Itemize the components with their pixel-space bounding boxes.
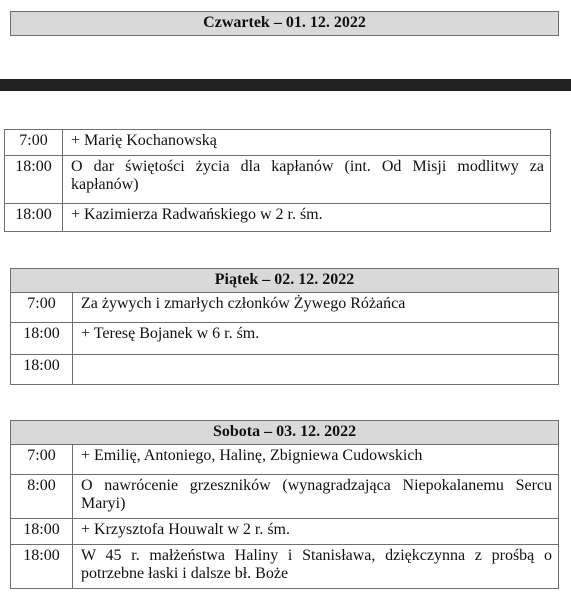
mass-intention: O nawrócenie grzeszników (wynagradzająca Niepokalanemu Sercu Maryi) (73, 475, 559, 519)
table-row (11, 545, 559, 589)
mass-intention: O dar świętości życia dla kapłanów (int. Od Misji modlitwy za kapłanów) (63, 156, 551, 204)
day-header-thursday: Czwartek – 01. 12. 2022 (10, 11, 559, 36)
mass-intention: + Kazimierza Radwańskiego w 2 r. śm. (63, 204, 551, 232)
mass-intention: W 45 r. małżeństwa Haliny i Stanisława, dziękczynna z prośbą o potrzebne łaski i dalsze bł. Boże (73, 545, 559, 589)
mass-time: 18:00 (11, 323, 73, 355)
mass-time: 7:00 (11, 445, 73, 475)
table-row (11, 519, 559, 545)
separator-band (0, 79, 571, 91)
mass-intention: Za żywych i zmarłych członków Żywego Różańca (73, 293, 559, 323)
mass-intention: + Marię Kochanowską (63, 130, 551, 156)
mass-time: 8:00 (11, 475, 73, 519)
schedule-table-thursday (4, 129, 551, 232)
day-header-friday (11, 269, 559, 293)
table-row (11, 475, 559, 519)
mass-intention (73, 355, 559, 385)
mass-time: 7:00 (11, 293, 73, 323)
table-row (5, 204, 551, 232)
mass-intention: + Teresę Bojanek w 6 r. śm. (73, 323, 559, 355)
table-row (5, 130, 551, 156)
day-title: Sobota – 03. 12. 2022 (11, 421, 559, 445)
table-row (11, 293, 559, 323)
mass-intention: + Krzysztofa Houwalt w 2 r. śm. (73, 519, 559, 545)
table-row (11, 355, 559, 385)
schedule-table-saturday (10, 420, 559, 589)
schedule-table-friday (10, 268, 559, 385)
table-row (11, 323, 559, 355)
mass-time: 18:00 (11, 545, 73, 589)
mass-time: 18:00 (5, 156, 63, 204)
table-row (11, 445, 559, 475)
mass-intention: + Emilię, Antoniego, Halinę, Zbigniewa Cudowskich (73, 445, 559, 475)
mass-time: 18:00 (11, 355, 73, 385)
mass-time: 18:00 (5, 204, 63, 232)
table-row (5, 156, 551, 204)
mass-time: 7:00 (5, 130, 63, 156)
day-title: Piątek – 02. 12. 2022 (11, 269, 559, 293)
day-header-saturday (11, 421, 559, 445)
mass-time: 18:00 (11, 519, 73, 545)
